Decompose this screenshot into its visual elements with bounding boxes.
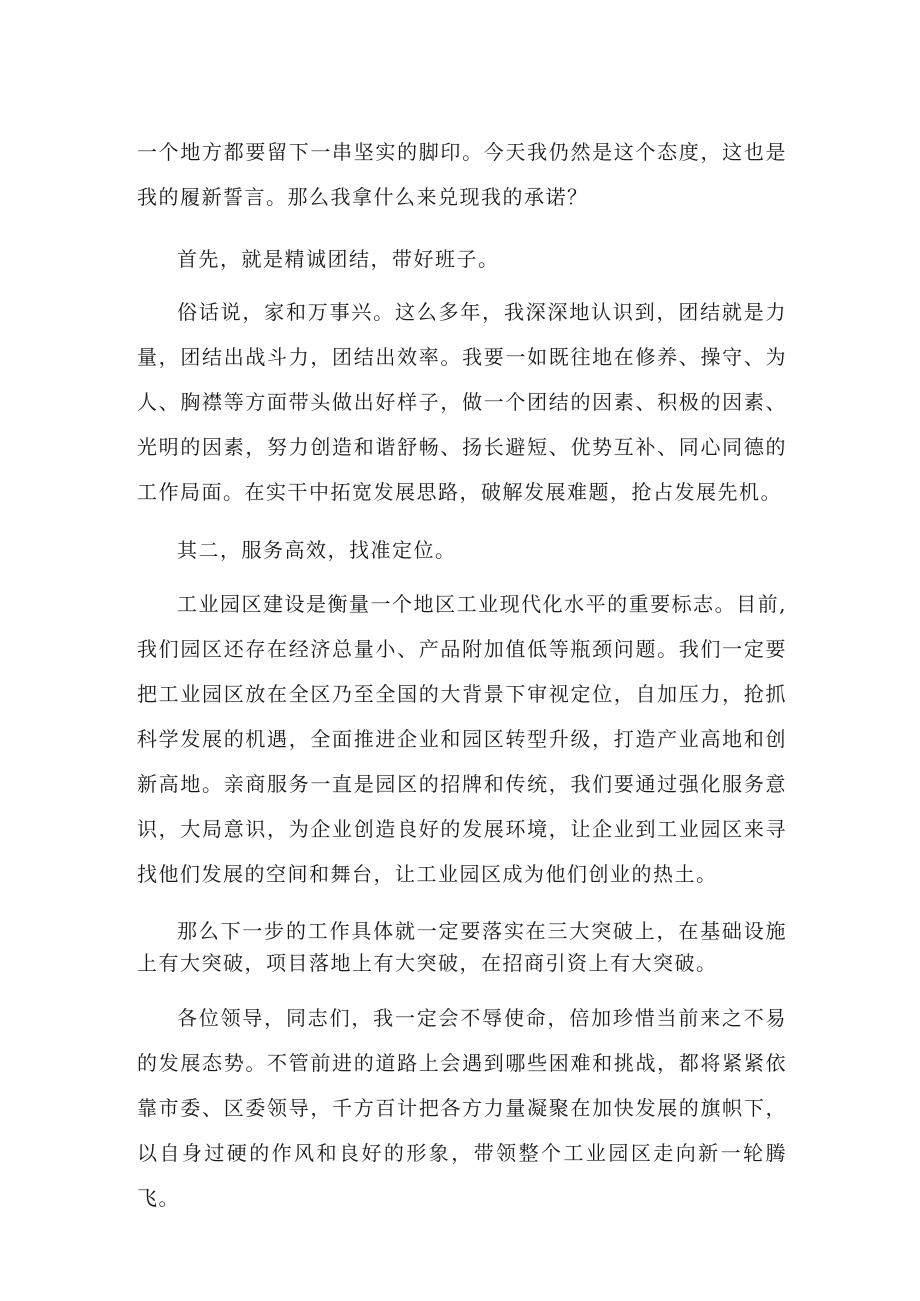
paragraph-continued: 一个地方都要留下一串坚实的脚印。今天我仍然是这个态度，这也是我的履新誓言。那么我拿什么来兑现我的承诺？ [137,140,787,209]
paragraph-heading-first: 首先，就是精诚团结，带好班子。 [177,247,500,271]
paragraph-closing: 各位领导，同志们，我一定会不辱使命，倍加珍惜当前来之不易的发展态势。不管前进的道路上会遇到哪些困难和挑战，都将紧紧依靠市委、区委领导，千方百计把各方力量凝聚在加快发展的旗帜下，以自身过硬的作风和良好的形象，带领整个工业园区走向新一轮腾飞。 [137,1006,787,1210]
paragraph-unity: 俗话说，家和万事兴。这么多年，我深深地认识到，团结就是力量，团结出战斗力，团结出效率。我要一如既往地在修养、操守、为人、胸襟等方面带头做出好样子，做一个团结的因素、积极的因素、光明的因素，努力创造和谐舒畅、扬长避短、优势互补、同心同德的工作局面。在实干中拓宽发展思路，破解发展难题，抢占发展先机。 [137,300,787,504]
paragraph-three-breakthroughs: 那么下一步的工作具体就一定要落实在三大突破上，在基础设施上有大突破，项目落地上有大突破，在招商引资上有大突破。 [137,919,787,975]
paragraph-industrial-park: 工业园区建设是衡量一个地区工业现代化水平的重要标志。目前,我们园区还存在经济总量小、产品附加值低等瓶颈问题。我们一定要把工业园区放在全区乃至全国的大背景下审视定位，自加压力，抢抓科学发展的机遇，全面推进企业和园区转型升级，打造产业高地和创新高地。亲商服务一直是园区的招牌和传统，我们要通过强化服务意识，大局意识，为企业创造良好的发展环境，让企业到工业园区来寻找他们发展的空间和舞台，让工业园区成为他们创业的热土。 [137,592,787,886]
paragraph-heading-second: 其二，服务高效，找准定位。 [177,538,457,562]
